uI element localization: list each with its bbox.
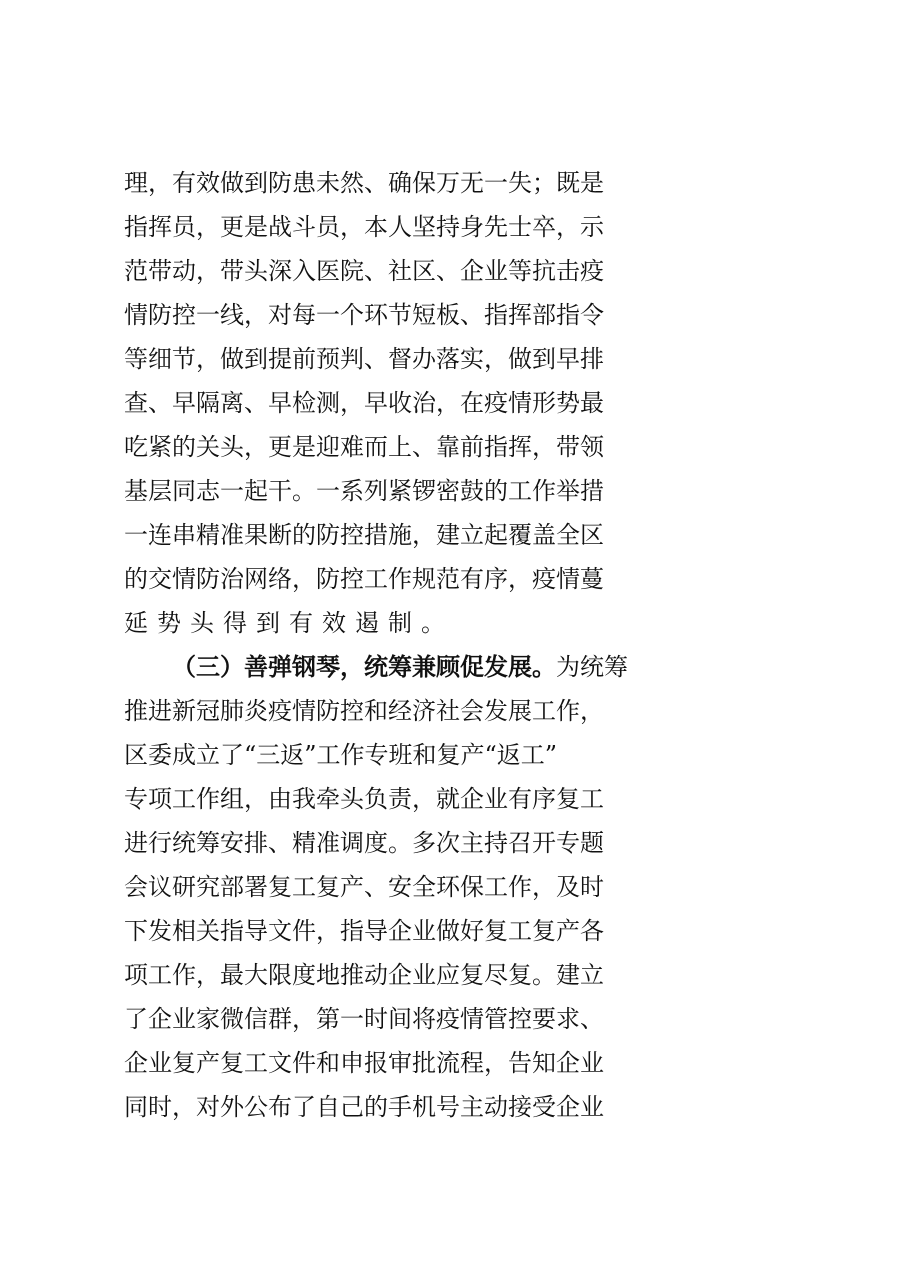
text-line: 推进新冠肺炎疫情防控和经济社会发展工作， [124, 697, 604, 725]
text-line: 区委成立了“三返”工作专班和复产“返工” [124, 741, 558, 769]
text-line: 了企业家微信群，第一时间将疫情管控要求、 [124, 1005, 604, 1033]
text-line: 的交情防治网络，防控工作规范有序，疫情蔓 [124, 565, 604, 593]
section-heading-line [124, 645, 788, 689]
text-line: 同时，对外公布了自己的手机号主动接受企业 [124, 1093, 604, 1121]
body-text [124, 161, 788, 1129]
text-line: 延势头得到有效遏制。 [124, 609, 454, 637]
text-line: 等细节，做到提前预判、督办落实，做到早排 [124, 345, 604, 373]
text-line: 范带动，带头深入医院、社区、企业等抗击疫 [124, 257, 604, 285]
text-line: 基层同志一起干。一系列紧锣密鼓的工作举措 [124, 477, 604, 505]
text-line: 项工作，最大限度地推动企业应复尽复。建立 [124, 961, 604, 989]
text-line: 企业复产复工文件和申报审批流程，告知企业 [124, 1049, 604, 1077]
text-line: 查、早隔离、早检测，早收治，在疫情形势最 [124, 389, 604, 417]
text-line: 吃紧的关头，更是迎难而上、靠前指挥，带领 [124, 433, 604, 461]
text-line: 专项工作组，由我牵头负责，就企业有序复工 [124, 785, 604, 813]
text-line: 理，有效做到防患未然、确保万无一失；既是 [124, 169, 604, 197]
text-line: 指挥员，更是战斗员，本人坚持身先士卒，示 [124, 213, 604, 241]
text-line: 下发相关指导文件，指导企业做好复工复产各 [124, 917, 604, 945]
text-line: 进行统筹安排、精准调度。多次主持召开专题 [124, 829, 604, 857]
text-line: 情防控一线，对每一个环节短板、指挥部指令 [124, 301, 604, 329]
text-line: 会议研究部署复工复产、安全环保工作，及时 [124, 873, 604, 901]
section-heading: （三）善弹钢琴，统筹兼顾促发展。 [172, 652, 556, 681]
text-fragment: 为统筹 [556, 653, 628, 681]
text-line: 一连串精准果断的防控措施，建立起覆盖全区 [124, 521, 604, 549]
